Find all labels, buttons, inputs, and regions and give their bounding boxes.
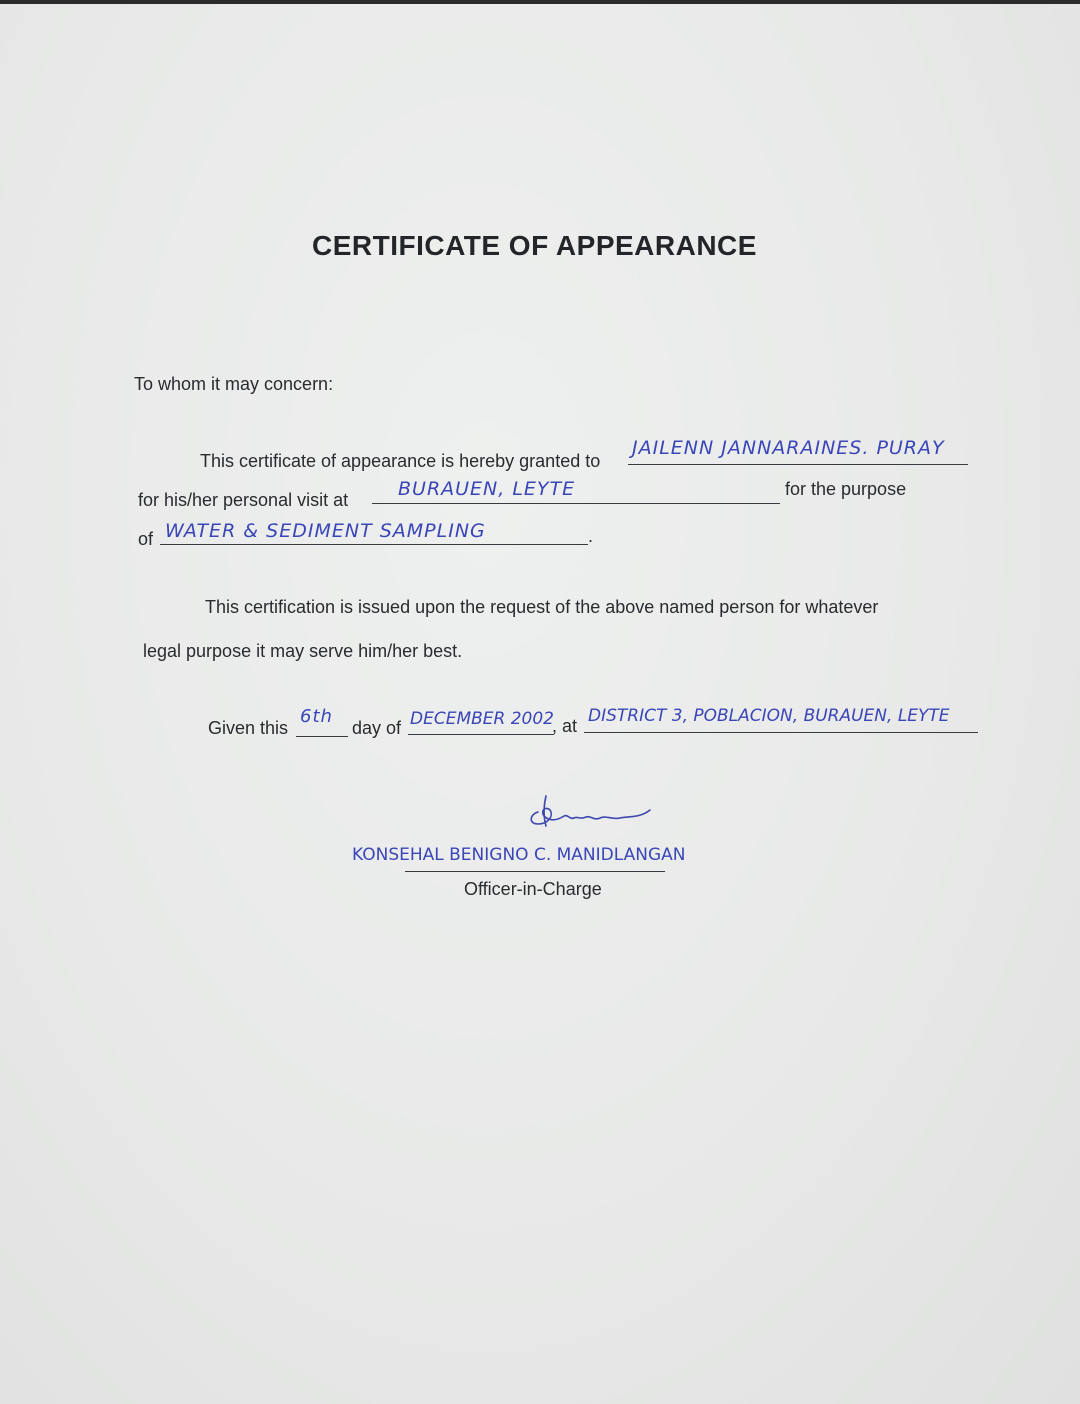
recipient-name: JAILENN JANNARAINES. PURAY [632, 437, 945, 459]
place-underline [372, 503, 780, 504]
purpose-underline [160, 544, 588, 545]
visit-text: for his/her personal visit at [138, 490, 349, 510]
purpose-text: for the purpose [785, 479, 907, 499]
given-month-year: DECEMBER 2002 [410, 709, 554, 729]
day-underline [296, 736, 348, 737]
day-of-text: day of [352, 718, 402, 738]
purpose-period: . [588, 526, 594, 546]
signatory-name: KONSEHAL BENIGNO C. MANIDLANGAN [352, 845, 686, 865]
visit-purpose: WATER & SEDIMENT SAMPLING [165, 520, 486, 542]
certificate-title: CERTIFICATE OF APPEARANCE [312, 230, 757, 261]
name-underline [628, 464, 968, 465]
visit-place: BURAUEN, LEYTE [398, 478, 576, 500]
certification-line-2: legal purpose it may serve him/her best. [143, 641, 463, 661]
signatory-title: Officer-in-Charge [464, 879, 602, 899]
document-sheet [0, 4, 1080, 1404]
signature-scribble [516, 790, 666, 840]
salutation: To whom it may concern: [134, 374, 334, 394]
at-text: , at [552, 716, 578, 736]
of-text: of [138, 529, 154, 549]
grant-text: This certificate of appearance is hereby granted to [200, 451, 601, 471]
month-underline [408, 734, 554, 735]
given-location: DISTRICT 3, POBLACION, BURAUEN, LEYTE [588, 706, 950, 726]
certification-line-1: This certification is issued upon the request of the above named person for whatever [205, 597, 879, 617]
given-day: 6th [300, 706, 333, 727]
signature-line [405, 871, 665, 872]
given-text: Given this [208, 718, 289, 738]
location-underline [584, 732, 978, 733]
